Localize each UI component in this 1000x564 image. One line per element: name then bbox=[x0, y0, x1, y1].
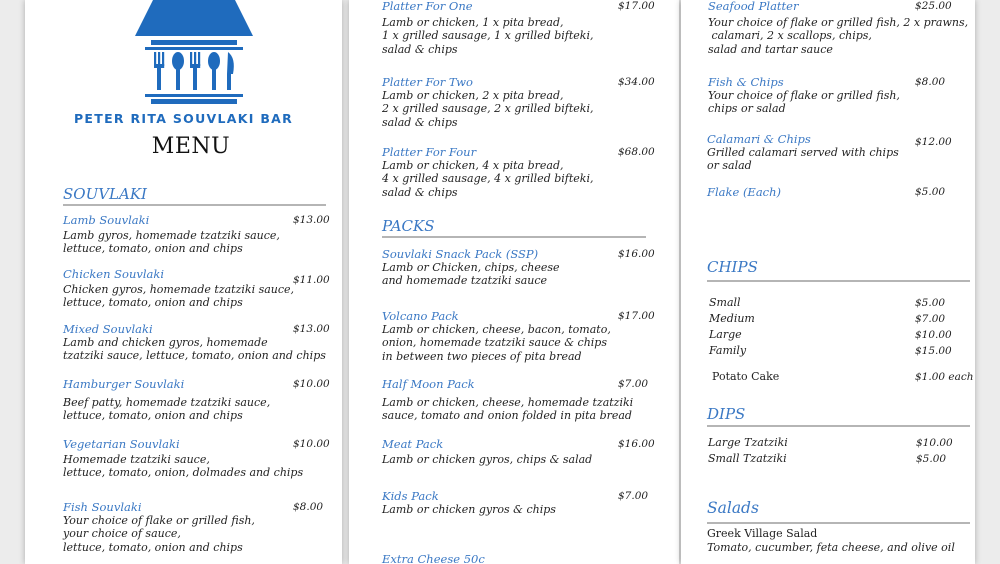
dip-price: $10.00 bbox=[916, 437, 953, 449]
item-description: Lamb gyros, homemade tzatziki sauce, lettuce, tomato, onion and chips bbox=[63, 229, 280, 256]
section-divider bbox=[707, 425, 970, 427]
item-price: $12.00 bbox=[915, 136, 952, 148]
item-name: Hamburger Souvlaki bbox=[63, 377, 185, 391]
item-description: Grilled calamari served with chips or salad bbox=[707, 146, 899, 173]
section-title-salads: Salads bbox=[707, 499, 759, 517]
section-divider bbox=[63, 204, 326, 206]
menu-page-left bbox=[25, 0, 342, 564]
item-price: $7.00 bbox=[618, 490, 649, 502]
item-name: Lamb Souvlaki bbox=[63, 213, 150, 227]
item-description: Your choice of flake or grilled fish, your choice of sauce, lettuce, tomato, onion and chips bbox=[63, 514, 255, 554]
item-description: Lamb or chicken, cheese, homemade tzatziki sauce, tomato and onion folded in pita bread bbox=[382, 396, 634, 423]
item-name: Seafood Platter bbox=[708, 0, 799, 13]
item-price: $25.00 bbox=[915, 0, 952, 12]
dip-label: Large Tzatziki bbox=[708, 436, 788, 449]
item-name: Mixed Souvlaki bbox=[63, 322, 153, 336]
item-name: Half Moon Pack bbox=[382, 377, 475, 391]
item-description: Chicken gyros, homemade tzatziki sauce, lettuce, tomato, onion and chips bbox=[63, 283, 295, 310]
item-name: Vegetarian Souvlaki bbox=[63, 437, 180, 451]
item-description: Lamb or chicken, 2 x pita bread, 2 x grilled sausage, 2 x grilled bifteki, salad & chips bbox=[382, 89, 594, 129]
item-price: $5.00 bbox=[915, 186, 946, 198]
section-divider bbox=[382, 236, 646, 238]
chips-size-price: $10.00 bbox=[915, 329, 952, 341]
salad-description: Tomato, cucumber, feta cheese, and olive oil bbox=[707, 541, 955, 554]
dip-price: $5.00 bbox=[916, 453, 947, 465]
item-description: Lamb or chicken, 4 x pita bread, 4 x grilled sausage, 4 x grilled bifteki, salad & chips bbox=[382, 159, 594, 199]
item-description: Lamb or chicken gyros, chips & salad bbox=[382, 453, 593, 466]
item-price: $13.00 bbox=[293, 323, 330, 335]
chips-size-label: Large bbox=[709, 328, 742, 341]
potato-cake-label: Potato Cake bbox=[712, 370, 780, 383]
item-name: Volcano Pack bbox=[382, 309, 459, 323]
item-description: Your choice of flake or grilled fish, chips or salad bbox=[708, 89, 900, 116]
item-price: $17.00 bbox=[618, 310, 655, 322]
section-title-chips: CHIPS bbox=[707, 258, 758, 276]
extra-cheese-note: Extra Cheese 50c bbox=[382, 552, 485, 564]
item-price: $10.00 bbox=[293, 378, 330, 390]
item-name: Platter For Four bbox=[382, 145, 477, 159]
item-name: Platter For One bbox=[382, 0, 473, 13]
potato-cake-price: $1.00 each bbox=[915, 371, 974, 383]
item-name: Fish & Chips bbox=[708, 75, 784, 89]
item-price: $8.00 bbox=[293, 501, 324, 513]
item-price: $13.00 bbox=[293, 214, 330, 226]
item-price: $16.00 bbox=[618, 438, 655, 450]
menu-title: MENU bbox=[151, 134, 231, 159]
item-price: $16.00 bbox=[618, 248, 655, 260]
menu-page-right bbox=[681, 0, 975, 564]
section-title-packs: PACKS bbox=[382, 217, 435, 235]
item-description: Beef patty, homemade tzatziki sauce, lettuce, tomato, onion and chips bbox=[63, 396, 271, 423]
item-price: $8.00 bbox=[915, 76, 946, 88]
item-price: $11.00 bbox=[293, 274, 330, 286]
item-description: Lamb or chicken gyros & chips bbox=[382, 503, 556, 516]
item-name: Kids Pack bbox=[382, 489, 439, 503]
item-price: $34.00 bbox=[618, 76, 655, 88]
item-price: $7.00 bbox=[618, 378, 649, 390]
chips-size-price: $5.00 bbox=[915, 297, 946, 309]
section-title-souvlaki: SOUVLAKI bbox=[63, 185, 147, 203]
item-price: $10.00 bbox=[293, 438, 330, 450]
item-price: $17.00 bbox=[618, 0, 655, 12]
item-name: Calamari & Chips bbox=[707, 132, 811, 146]
salad-name: Greek Village Salad bbox=[707, 527, 818, 540]
item-description: Your choice of flake or grilled fish, 2 x prawns, calamari, 2 x scallops, chips, salad and tartar sauce bbox=[708, 16, 969, 56]
restaurant-name: PETER RITA SOUVLAKI BAR bbox=[73, 111, 294, 126]
item-description: Lamb and chicken gyros, homemade tzatziki sauce, lettuce, tomato, onion and chips bbox=[63, 336, 326, 363]
item-name: Fish Souvlaki bbox=[63, 500, 142, 514]
item-name: Souvlaki Snack Pack (SSP) bbox=[382, 247, 539, 261]
section-title-dips: DIPS bbox=[707, 405, 746, 423]
item-description: Lamb or Chicken, chips, cheese and homemade tzatziki sauce bbox=[382, 261, 560, 288]
chips-size-price: $7.00 bbox=[915, 313, 946, 325]
item-name: Chicken Souvlaki bbox=[63, 267, 165, 281]
item-name: Meat Pack bbox=[382, 437, 444, 451]
dip-label: Small Tzatziki bbox=[708, 452, 787, 465]
temple-cutlery-icon bbox=[121, 0, 261, 106]
chips-size-price: $15.00 bbox=[915, 345, 952, 357]
item-description: Homemade tzatziki sauce, lettuce, tomato, onion, dolmades and chips bbox=[63, 453, 304, 480]
section-divider bbox=[707, 280, 970, 282]
item-description: Lamb or chicken, 1 x pita bread, 1 x grilled sausage, 1 x grilled bifteki, salad & chips bbox=[382, 16, 594, 56]
chips-size-label: Family bbox=[709, 344, 747, 357]
item-name: Platter For Two bbox=[382, 75, 473, 89]
item-price: $68.00 bbox=[618, 146, 655, 158]
chips-size-label: Medium bbox=[709, 312, 755, 325]
chips-size-label: Small bbox=[709, 296, 741, 309]
item-description: Lamb or chicken, cheese, bacon, tomato, onion, homemade tzatziki sauce & chips in between two pieces of pita bread bbox=[382, 323, 611, 363]
item-name: Flake (Each) bbox=[707, 185, 782, 199]
menu-page-middle bbox=[349, 0, 679, 564]
section-divider bbox=[707, 522, 970, 524]
